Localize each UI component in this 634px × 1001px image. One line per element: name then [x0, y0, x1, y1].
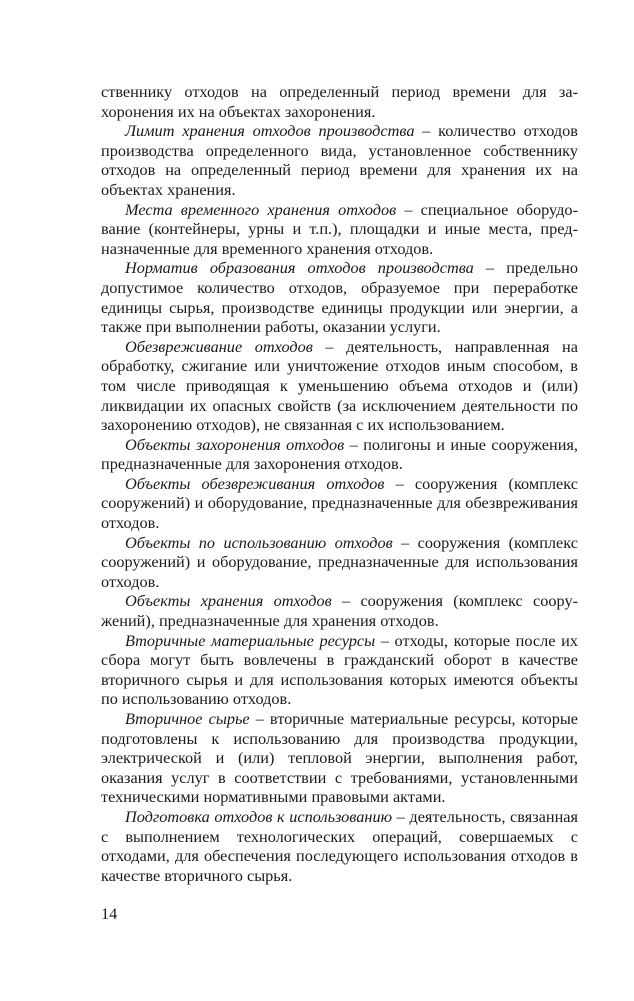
definition-term: Вторичные материальные ресурсы: [125, 630, 376, 650]
definition-text: – вторичные материальные ресурсы, которые подготовлены к использованию для производства продукции, электрической и (или) тепловой энергии, выполнения работ, оказания услуг в соответствии с требованиями, установленными техническими нормативными правовыми актами.: [101, 709, 578, 807]
definition-term: Места временного хранения отходов: [125, 199, 397, 219]
definition-text: – полигоны и иные сооружения, предназначенные для захоронения отходов.: [101, 434, 578, 474]
definition-paragraph: [101, 435, 578, 474]
definition-term: Обезвреживание отходов: [125, 336, 313, 356]
definition-text: – сооружения (комплекс сооружений) и оборудование, предназначенные для обезвреживания отходов.: [101, 473, 578, 533]
definition-text: – отходы, которые после их сбора могут быть вовлечены в гражданский оборот в качестве вторичного сырья и для использования которых имеются объекты по использованию отходов.: [101, 630, 578, 709]
page-body: [101, 82, 578, 885]
definition-paragraph: [101, 121, 578, 199]
definition-text: – количество отходов производства определенного вида, установленное собственнику отходов на определенный период времени для хранения их на объектах хранения.: [101, 121, 578, 199]
definition-paragraph: [101, 200, 578, 259]
definition-term: Норматив образования отходов производства: [125, 258, 474, 278]
definition-paragraph: [101, 807, 578, 885]
definition-paragraph: [101, 591, 578, 630]
definition-paragraph: [101, 533, 578, 592]
definition-term: Объекты по использованию отходов: [125, 532, 393, 552]
page-number: 14: [101, 904, 118, 923]
definition-paragraph: [101, 337, 578, 435]
definition-text: – сооружения (комплекс сооружений), предназначенные для хранения отходов.: [101, 591, 579, 631]
paragraph-text: ственнику отходов на определенный период времени для захоронения их на объектах захоронения.: [101, 82, 578, 121]
definition-term: Подготовка отходов к использованию: [125, 806, 393, 826]
definition-text: – специальное оборудование (контейнеры, урны и т.п.), площадки и иные места, предназначенные для временного хранения отходов.: [101, 199, 578, 258]
definition-text: – деятельность, связанная с выполнением технологических операций, совершаемых с отходами, для обеспечения последующего использования отходов в качестве вторичного сырья.: [101, 806, 579, 885]
definition-term: Объекты хранения отходов: [125, 591, 332, 611]
definition-term: Лимит хранения отходов производства: [125, 121, 415, 141]
paragraph-continuation: [101, 82, 578, 121]
definition-text: – предельно допустимое количество отходов, образуемое при переработке единицы сырья, производстве единицы продукции или энергии, а также при выполнении работы, оказании услуги.: [101, 258, 578, 337]
definition-text: – деятельность, направленная на обработку, сжигание или уничтожение отходов иным способом, в том числе приводящая к уменьшению объема отходов и (или) ликвидации их опасных свойств (за исключением деятельности по захоронению отходов), не связанная с их использованием.: [101, 336, 578, 435]
definition-term: Объекты захоронения отходов: [125, 434, 345, 454]
definition-paragraph: [101, 709, 578, 807]
definition-term: Вторичное сырье: [125, 709, 250, 728]
definition-paragraph: [101, 258, 578, 336]
definition-paragraph: [101, 474, 578, 533]
definition-text: – сооружения (комплекс сооружений) и оборудование, предназначенные для использования отходов.: [101, 532, 578, 591]
definition-paragraph: [101, 631, 578, 709]
definition-term: Объекты обезвреживания отходов: [125, 473, 385, 493]
